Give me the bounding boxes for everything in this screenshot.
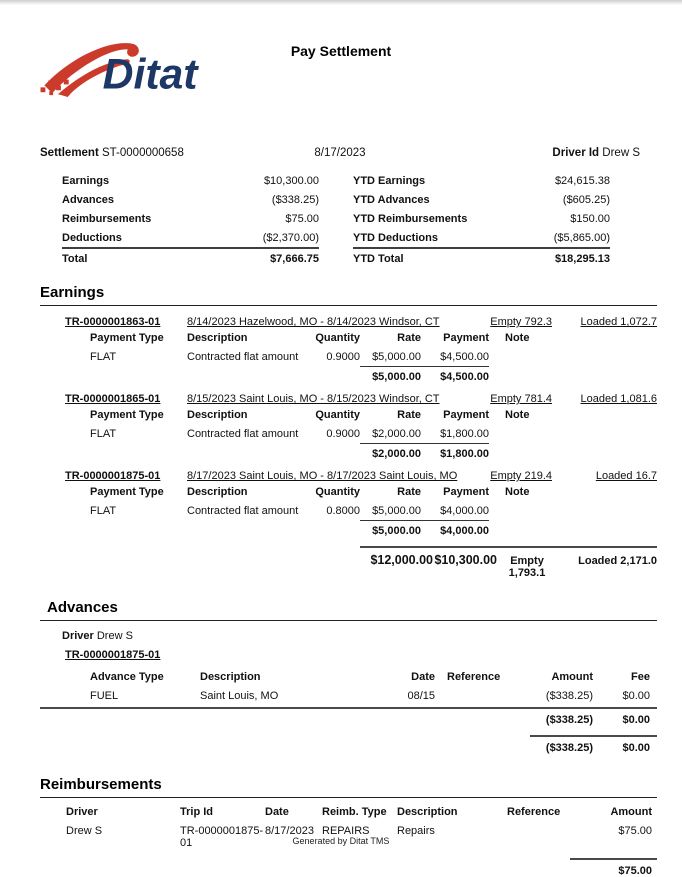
driver-cell: Drew S — [66, 824, 103, 837]
summary-row-reimbursements — [62, 209, 319, 228]
summary-value: $150.00 — [570, 213, 610, 225]
summary-label: Advances — [62, 194, 114, 206]
summary-value: $10,300.00 — [263, 175, 319, 187]
subtotal-spacer — [90, 443, 360, 460]
trip-loaded-miles-link[interactable]: Loaded 1,072.7 — [580, 316, 657, 328]
advances-total-row — [530, 735, 657, 754]
summary-row-deductions — [62, 228, 319, 247]
trip-id-cell: TR-0000001875-01 — [180, 824, 264, 849]
col-date: Date — [411, 670, 435, 683]
col-note: Note — [505, 331, 530, 344]
rate-cell: $5,000.00 — [372, 504, 421, 517]
col-fee: Fee — [631, 670, 650, 683]
description-cell: Contracted flat amount — [187, 350, 299, 363]
trip-id-link[interactable]: TR-0000001865-01 — [65, 393, 161, 405]
advances-subtotal-fee: $0.00 — [622, 714, 650, 726]
trip-route-link[interactable]: 8/14/2023 Hazelwood, MO - 8/14/2023 Windsor, CT — [187, 316, 440, 328]
summary-label: YTD Total — [353, 253, 404, 265]
driver-id-group — [440, 147, 640, 159]
col-description: Description — [187, 408, 248, 421]
logo-wordmark: Ditat — [102, 50, 198, 99]
earnings-grand-total-row — [360, 546, 657, 579]
amount-cell: $75.00 — [618, 824, 652, 837]
trip-empty-miles-link[interactable]: Empty 219.4 — [490, 470, 552, 482]
earnings-column-headers — [90, 405, 657, 424]
summary-value: ($5,865.00) — [553, 232, 610, 244]
advances-subtotal-amount: ($338.25) — [545, 714, 593, 726]
earnings-row — [90, 347, 657, 366]
description-cell: Saint Louis, MO — [200, 689, 279, 702]
date-cell: 8/17/2023 — [265, 824, 314, 837]
summary-value: $75.00 — [285, 213, 319, 225]
col-note: Note — [505, 485, 530, 498]
trip-header — [65, 470, 657, 482]
summary-value: ($605.25) — [562, 194, 610, 206]
advances-column-headers — [90, 667, 657, 686]
reimbursements-total: $75.00 — [570, 858, 657, 877]
trip-id-link[interactable]: TR-0000001863-01 — [65, 316, 161, 328]
col-driver: Driver — [66, 805, 98, 818]
reimbursements-section-title: Reimbursements — [40, 776, 657, 798]
trip-loaded-miles-link[interactable]: Loaded 1,081.6 — [580, 393, 657, 405]
reimb-type-cell: REPAIRS — [322, 824, 370, 837]
document-header — [0, 33, 682, 103]
note-cell — [489, 351, 657, 363]
trip-empty-miles-link[interactable]: Empty 781.4 — [490, 393, 552, 405]
summary-value: ($338.25) — [271, 194, 319, 206]
col-rate: Rate — [397, 331, 421, 344]
summary-label: YTD Reimbursements — [353, 213, 468, 225]
subtotal-rate: $5,000.00 — [372, 525, 421, 537]
col-description: Description — [187, 485, 248, 498]
advances-section — [40, 599, 657, 754]
summary-current-column — [62, 171, 319, 268]
advances-driver-line — [62, 630, 657, 642]
settlement-id-group — [40, 147, 240, 159]
earnings-total-empty-miles: Empty 1,793.1 — [508, 555, 546, 579]
summary-label: Earnings — [62, 175, 110, 187]
summary-row-ytd-total — [353, 247, 610, 268]
trip-empty-miles-link[interactable]: Empty 792.3 — [490, 316, 552, 328]
reference-cell — [435, 690, 497, 702]
trip-loaded-miles-link[interactable]: Loaded 16.7 — [595, 470, 657, 482]
settlement-date: 8/17/2023 — [314, 147, 366, 159]
subtotal-rate: $2,000.00 — [372, 448, 421, 460]
summary-column-gap — [319, 171, 353, 268]
summary-label: YTD Deductions — [353, 232, 438, 244]
trip-subtotal-row — [90, 443, 657, 460]
col-payment-type: Payment Type — [90, 485, 164, 498]
summary-table — [62, 171, 610, 268]
amount-cell: ($338.25) — [545, 689, 593, 702]
advances-driver-label: Driver — [62, 630, 94, 642]
settlement-id: ST-0000000658 — [102, 147, 184, 159]
advances-total-fee: $0.00 — [622, 742, 650, 754]
col-payment: Payment — [443, 331, 489, 344]
subtotal-payment: $1,800.00 — [440, 448, 489, 460]
description-cell: Repairs — [397, 824, 435, 837]
advances-total-amount: ($338.25) — [545, 742, 593, 754]
col-description: Description — [187, 331, 248, 344]
payment-cell: $4,000.00 — [440, 504, 489, 517]
subtotal-values — [360, 520, 489, 537]
summary-label: Total — [62, 253, 88, 265]
page-top-shadow — [0, 0, 682, 5]
trip-header — [65, 393, 657, 405]
summary-ytd-column — [353, 171, 610, 268]
earnings-trip-block — [40, 470, 657, 537]
earnings-column-headers — [90, 328, 657, 347]
summary-value: $18,295.13 — [554, 253, 610, 265]
reimbursements-column-headers — [66, 802, 657, 821]
generated-by-footer: Generated by Ditat TMS — [292, 836, 390, 846]
summary-row-ytd-reimbursements — [353, 209, 610, 228]
col-description: Description — [200, 670, 261, 683]
advances-subtotal-row — [40, 707, 657, 726]
description-cell: Contracted flat amount — [187, 427, 299, 440]
col-quantity: Quantity — [315, 485, 360, 498]
driver-id-value: Drew S — [602, 147, 640, 159]
payment-type-cell: FLAT — [90, 350, 117, 363]
col-trip-id: Trip Id — [180, 805, 213, 818]
note-cell — [489, 505, 657, 517]
advances-driver-value: Drew S — [96, 630, 133, 642]
trip-route-link[interactable]: 8/15/2023 Saint Louis, MO - 8/15/2023 Windsor, CT — [187, 393, 440, 405]
summary-value: $7,666.75 — [270, 253, 319, 265]
earnings-total-payment: $10,300.00 — [434, 553, 497, 567]
summary-row-ytd-advances — [353, 190, 610, 209]
col-payment-type: Payment Type — [90, 408, 164, 421]
col-reimb-type: Reimb. Type — [322, 805, 387, 818]
rate-cell: $5,000.00 — [372, 350, 421, 363]
summary-row-total — [62, 247, 319, 268]
summary-row-advances — [62, 190, 319, 209]
ditat-logo — [38, 33, 243, 99]
advances-section-title: Advances — [40, 599, 657, 621]
col-quantity: Quantity — [315, 331, 360, 344]
col-date: Date — [265, 805, 289, 818]
col-reference: Reference — [507, 805, 561, 818]
earnings-column-headers — [90, 482, 657, 501]
quantity-cell: 0.9000 — [326, 427, 360, 440]
subtotal-payment: $4,500.00 — [440, 371, 489, 383]
advances-trip-id-link[interactable]: TR-0000001875-01 — [65, 649, 161, 661]
trip-subtotal-row — [90, 366, 657, 383]
summary-row-earnings — [62, 171, 319, 190]
summary-label: Deductions — [62, 232, 122, 244]
driver-id-label: Driver Id — [552, 147, 600, 159]
advance-type-cell: FUEL — [90, 689, 119, 702]
col-payment-type: Payment Type — [90, 331, 164, 344]
earnings-row — [90, 501, 657, 520]
summary-value: $24,615.38 — [554, 175, 610, 187]
col-amount: Amount — [610, 805, 652, 818]
fee-cell: $0.00 — [622, 689, 650, 702]
col-quantity: Quantity — [315, 408, 360, 421]
col-amount: Amount — [551, 670, 593, 683]
summary-row-ytd-deductions — [353, 228, 610, 247]
settlement-label: Settlement — [40, 147, 99, 159]
rate-cell: $2,000.00 — [372, 427, 421, 440]
page-title: Pay Settlement — [290, 43, 392, 59]
col-note: Note — [505, 408, 530, 421]
earnings-section-title: Earnings — [40, 284, 657, 306]
col-advance-type: Advance Type — [90, 670, 164, 683]
note-cell — [489, 428, 657, 440]
col-payment: Payment — [443, 485, 489, 498]
subtotal-values — [360, 443, 489, 460]
trip-route-link[interactable]: 8/17/2023 Saint Louis, MO - 8/17/2023 Saint Louis, MO — [187, 470, 458, 482]
col-rate: Rate — [397, 408, 421, 421]
payment-type-cell: FLAT — [90, 504, 117, 517]
col-reference: Reference — [447, 670, 501, 683]
earnings-total-rate: $12,000.00 — [370, 553, 433, 567]
summary-label: YTD Advances — [353, 194, 430, 206]
reimbursements-section — [40, 776, 657, 877]
summary-row-ytd-earnings — [353, 171, 610, 190]
summary-label: YTD Earnings — [353, 175, 426, 187]
settlement-header-row — [40, 147, 640, 159]
trip-header — [65, 316, 657, 328]
payment-cell: $4,500.00 — [440, 350, 489, 363]
summary-value: ($2,370.00) — [262, 232, 319, 244]
payment-cell: $1,800.00 — [440, 427, 489, 440]
trip-id-link[interactable]: TR-0000001875-01 — [65, 470, 161, 482]
summary-label: Reimbursements — [62, 213, 152, 225]
date-cell: 08/15 — [407, 689, 435, 702]
description-cell: Contracted flat amount — [187, 504, 299, 517]
subtotal-payment: $4,000.00 — [440, 525, 489, 537]
earnings-total-loaded-miles: Loaded 2,171.0 — [578, 555, 657, 567]
subtotal-spacer — [90, 366, 360, 383]
quantity-cell: 0.8000 — [326, 504, 360, 517]
col-rate: Rate — [397, 485, 421, 498]
quantity-cell: 0.9000 — [326, 350, 360, 363]
subtotal-spacer — [90, 520, 360, 537]
payment-type-cell: FLAT — [90, 427, 117, 440]
trip-subtotal-row — [90, 520, 657, 537]
earnings-section — [40, 284, 657, 579]
earnings-trip-block — [40, 316, 657, 383]
earnings-row — [90, 424, 657, 443]
subtotal-rate: $5,000.00 — [372, 371, 421, 383]
earnings-trip-block — [40, 393, 657, 460]
col-description: Description — [397, 805, 458, 818]
advances-row — [90, 686, 657, 705]
col-payment: Payment — [443, 408, 489, 421]
subtotal-values — [360, 366, 489, 383]
